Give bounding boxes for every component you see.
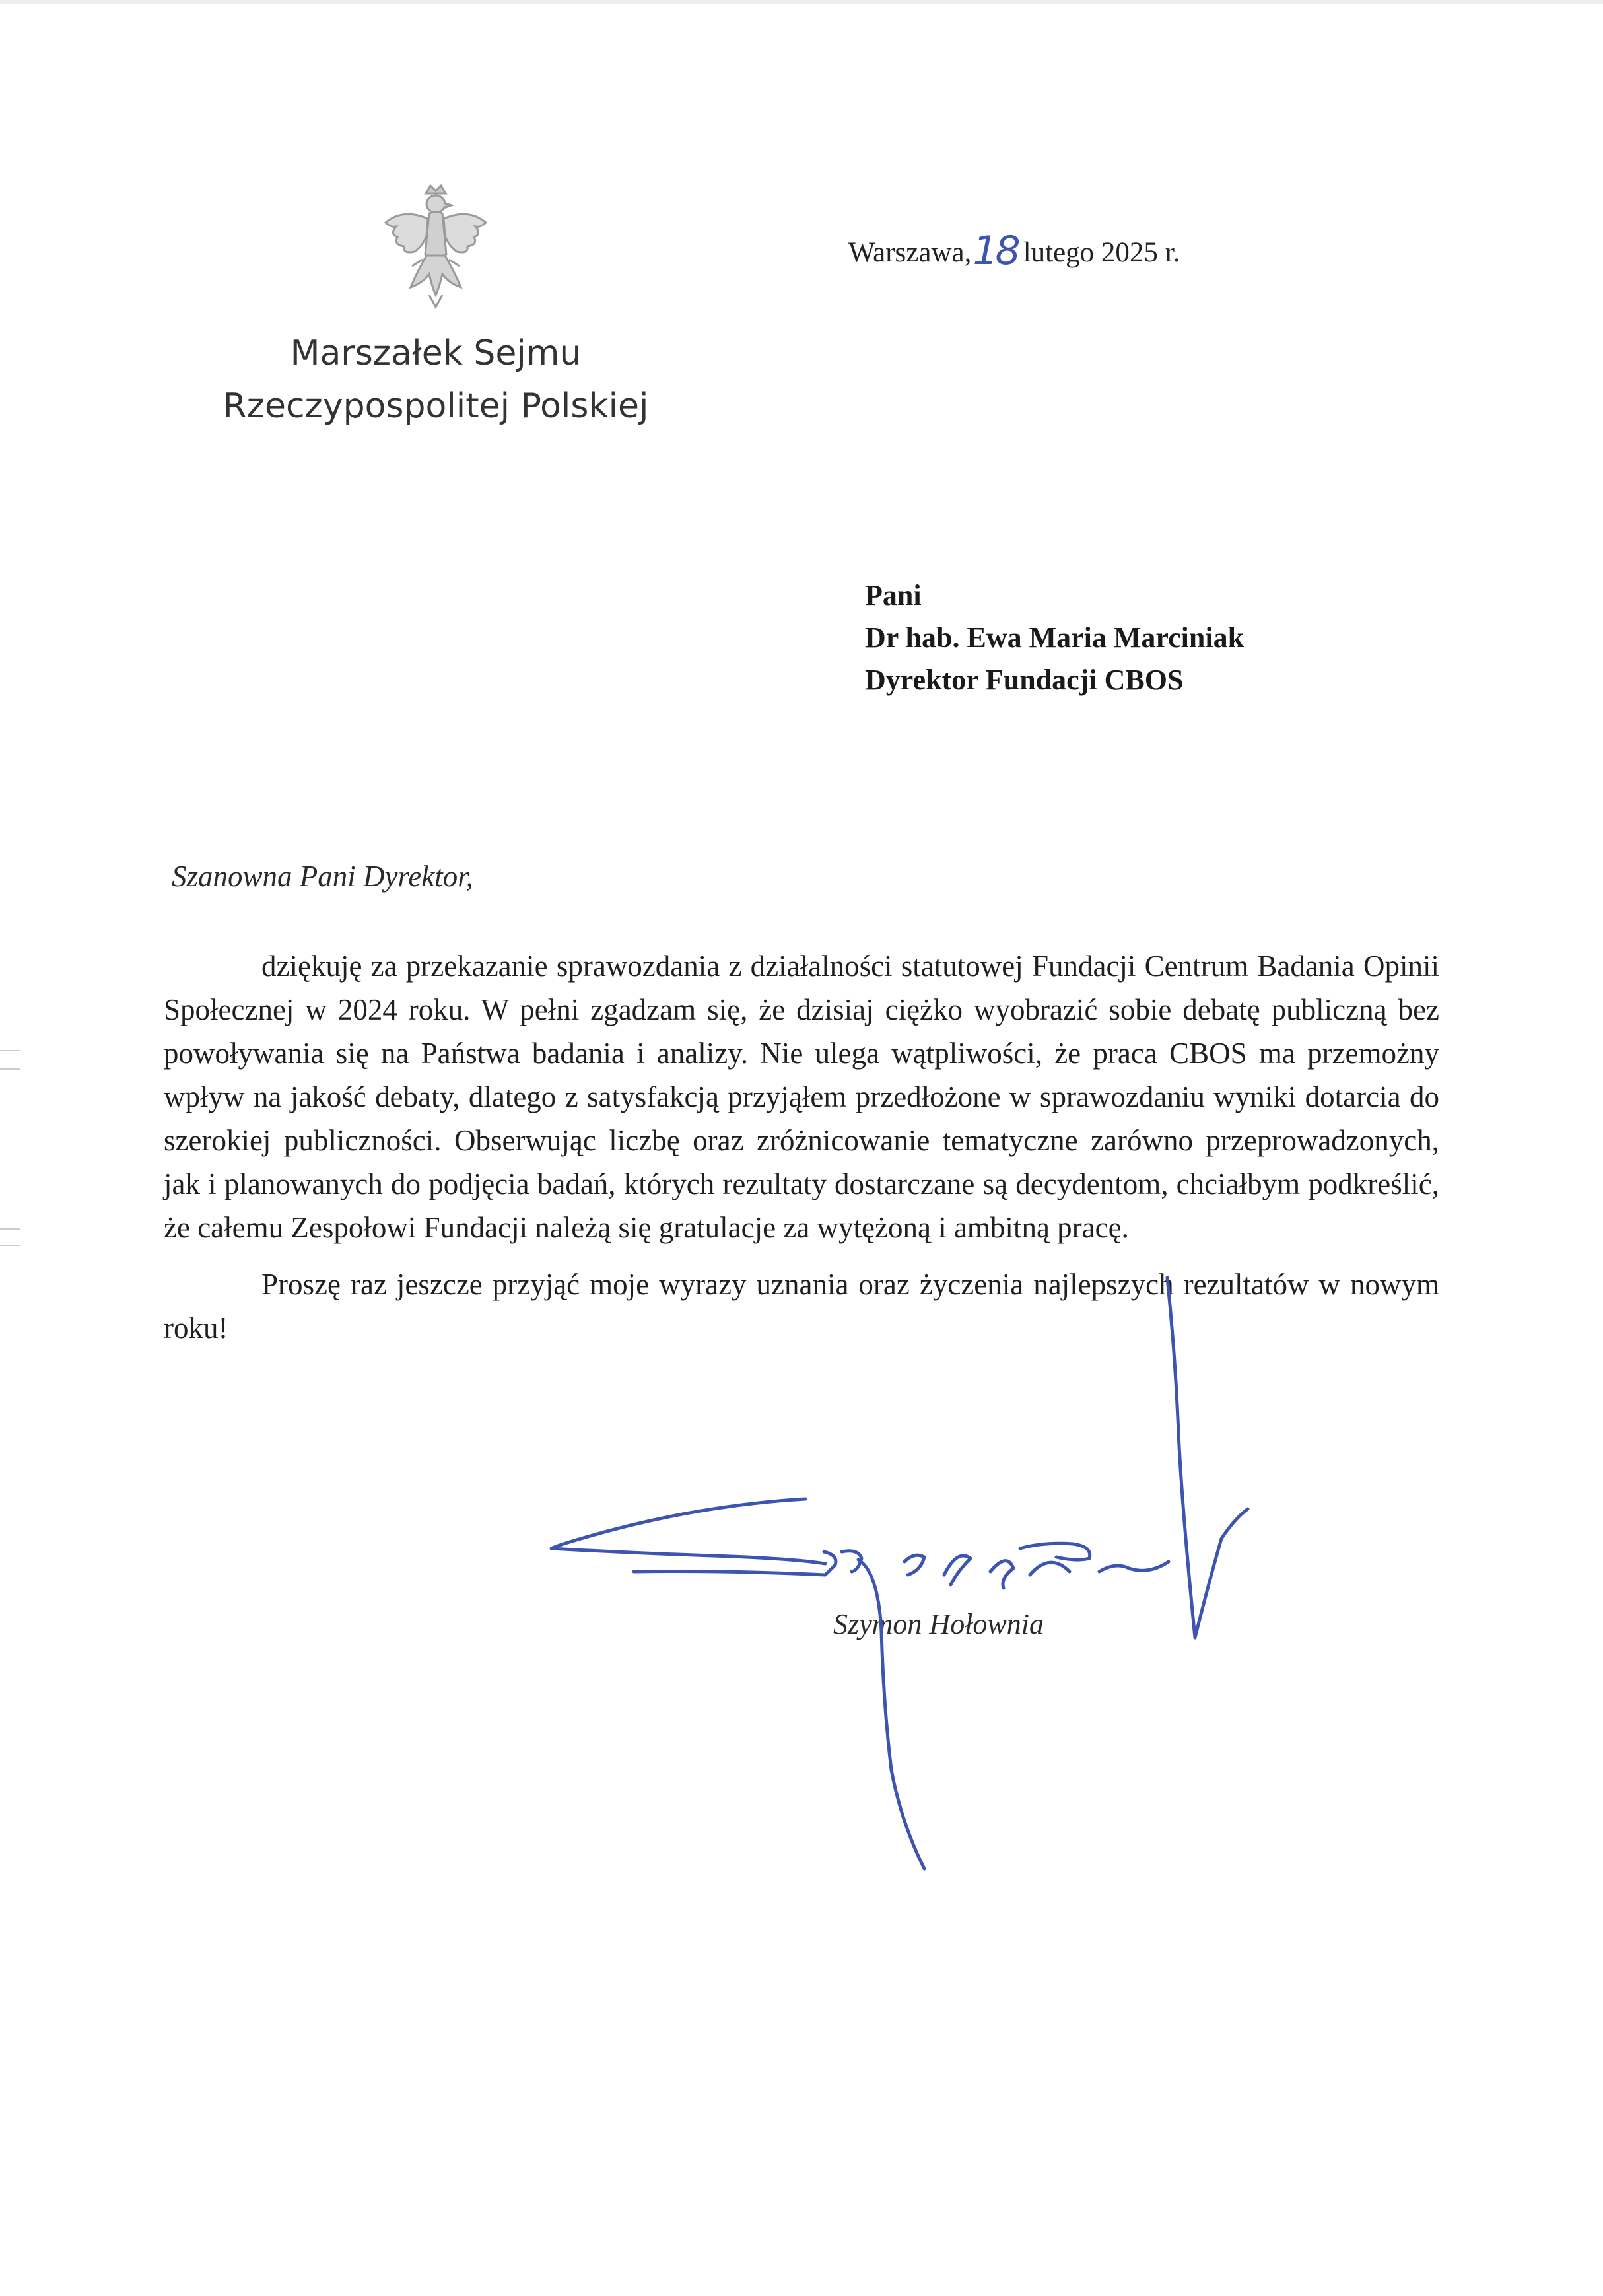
date-day-handwritten: 18 [972,228,1018,274]
scan-edge [0,0,1603,4]
body-paragraph: dziękuję za przekazanie sprawozdania z działalności statutowej Fundacji Centrum Badania Opinii Społecznej w 2024 roku. W pełni zgadzam się, że dzisiaj ciężko wyobrazić sobie debatę publiczną bez powoływania się na Państwa badania i analizy. Nie ulega wątpliwości, że praca CBOS ma przemożny wpływ na jakość debaty, dlatego z satysfakcją przyjąłem przedłożone w sprawozdaniu wyniki dotarcia do szerokiej publiczności. Obserwując liczbę oraz zróżnicowanie tematyczne zarówno przeprowadzonych, jak i planowanych do podjęcia badań, których rezultaty dostarczane są decydentom, chciałbym podkreślić, że całemu Zespołowi Fundacji należą się gratulacje za wytężoną i ambitną pracę. [164,950,1439,1244]
margin-mark [0,1228,20,1230]
addressee-block [865,574,1244,701]
office-line-2: Rzeczypospolitej Polskiej [222,386,649,426]
letter-body [164,944,1439,1363]
date-rest: lutego 2025 r. [1023,237,1180,268]
addressee-line-1: Pani [865,579,922,611]
polish-eagle-emblem-icon [376,182,495,314]
addressee-line-2: Dr hab. Ewa Maria Marciniak [865,621,1245,654]
office-line-1: Marszałek Sejmu [290,333,582,373]
body-paragraph: Proszę raz jeszcze przyjąć moje wyrazy uznania oraz życzenia najlepszych rezultatów w nowym roku! [164,1268,1439,1344]
salutation: Szanowna Pani Dyrektor, [172,860,474,893]
margin-mark [0,1245,20,1246]
dateline [848,225,1180,279]
addressee-line-3: Dyrektor Fundacji CBOS [865,664,1184,696]
margin-mark [0,1050,20,1051]
office-title [172,327,700,433]
margin-mark [0,1068,20,1070]
date-place: Warszawa, [848,237,972,268]
signer-name: Szymon Hołownia [833,1608,1044,1640]
